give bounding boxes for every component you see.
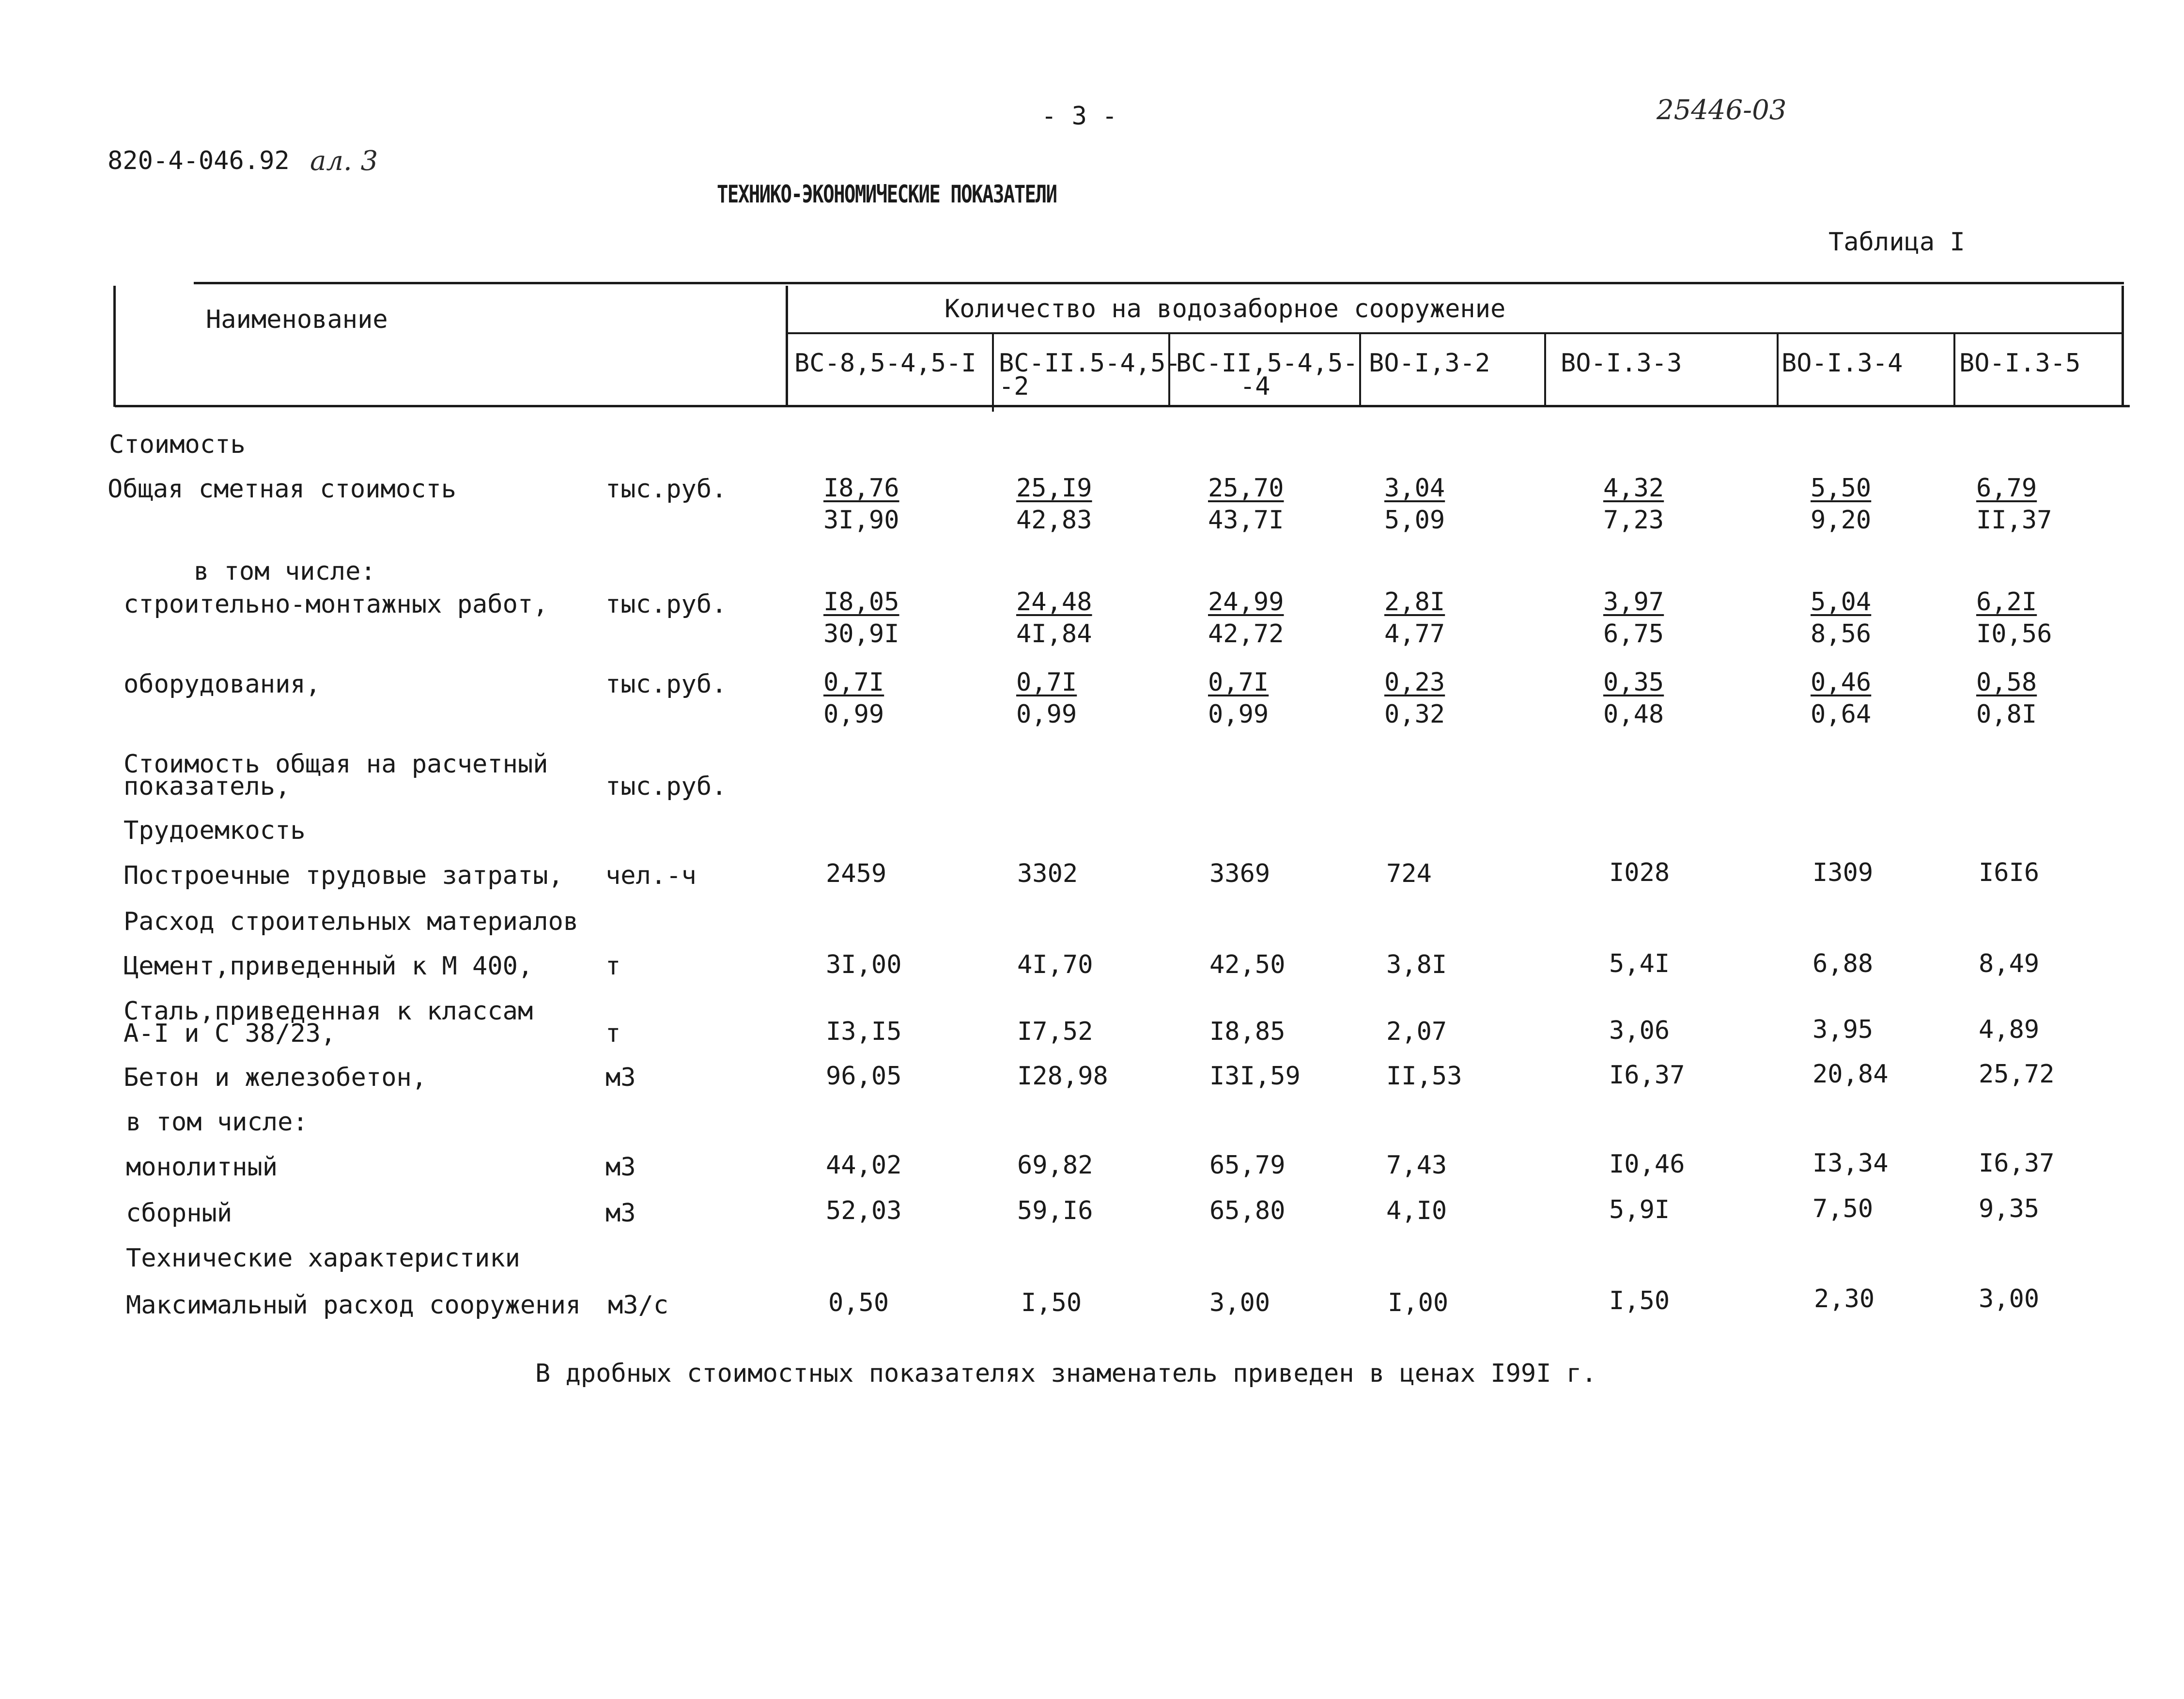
column-header: ВС-II,5-4,5- <box>1176 349 1358 378</box>
value-cell: 3,95 <box>1812 1015 1874 1044</box>
row-label: строительно-монтажных работ, <box>124 590 548 619</box>
row-unit: тыс.руб. <box>605 670 727 699</box>
value-cell: 8,49 <box>1979 949 2040 978</box>
value-cell: 3302 <box>1017 859 1078 888</box>
fraction-cell: $\frac{0,46}{0,64}$ <box>1811 668 1872 729</box>
document-reference: 820-4-046.92 <box>108 146 290 175</box>
fraction-cell: $\frac{2,8I}{4,77}$ <box>1384 587 1445 649</box>
value-cell: 724 <box>1386 859 1432 888</box>
fraction-cell: $\frac{3,04}{5,09}$ <box>1384 474 1445 535</box>
fraction-cell: $\frac{24,99}{42,72}$ <box>1208 587 1284 649</box>
value-cell: 4,89 <box>1979 1015 2040 1044</box>
value-cell: 2459 <box>826 859 887 888</box>
value-cell: 3,00 <box>1979 1284 2040 1313</box>
row-label: Стоимость общая на расчетный <box>124 750 548 779</box>
row-unit: тыс.руб. <box>605 475 727 504</box>
fraction-cell: $\frac{0,58}{0,8I}$ <box>1976 668 2037 729</box>
row-label-continuation: А-I и С 38/23, <box>124 1019 336 1048</box>
album-number-handwritten: ал. 3 <box>310 145 378 177</box>
value-cell: 7,43 <box>1386 1151 1447 1180</box>
value-cell: 2,30 <box>1814 1284 1875 1313</box>
page-number: - 3 - <box>1041 102 1117 131</box>
value-cell: 3I,00 <box>826 950 902 979</box>
column-divider <box>1359 334 1361 407</box>
value-cell: 3,06 <box>1609 1016 1670 1045</box>
column-header-continuation: -4 <box>1240 372 1270 401</box>
row-label: оборудования, <box>124 670 321 699</box>
column-divider <box>1777 334 1779 407</box>
row-unit: т <box>605 952 621 981</box>
column-header: ВО-I,3-2 <box>1369 349 1490 378</box>
value-cell: I309 <box>1812 858 1874 887</box>
value-cell: 52,03 <box>826 1196 902 1225</box>
header-mid-rule <box>787 332 2124 334</box>
section-heading-cost: Стоимость <box>109 430 246 459</box>
value-cell: I3,I5 <box>826 1017 902 1046</box>
column-header-continuation: -2 <box>999 372 1029 401</box>
fraction-cell: $\frac{0,35}{0,48}$ <box>1603 668 1664 729</box>
value-cell: I6I6 <box>1979 858 2040 887</box>
value-cell: I3I,59 <box>1209 1062 1301 1091</box>
column-header: ВС-8,5-4,5-I <box>794 349 976 378</box>
row-unit: м3/с <box>608 1291 669 1320</box>
row-unit: тыс.руб. <box>605 772 727 801</box>
value-cell: 4I,70 <box>1017 950 1093 979</box>
value-cell: I7,52 <box>1017 1017 1093 1046</box>
value-cell: 6,88 <box>1812 949 1874 978</box>
fraction-cell: $\frac{5,50}{9,20}$ <box>1811 474 1872 535</box>
row-unit: м3 <box>605 1153 636 1182</box>
document-code-handwritten: 25446-03 <box>1657 94 1787 126</box>
row-label: сборный <box>126 1199 232 1228</box>
row-unit: тыс.руб. <box>605 590 727 619</box>
value-cell: 3,8I <box>1386 950 1447 979</box>
value-cell: 25,72 <box>1979 1060 2055 1089</box>
column-divider <box>1953 334 1955 407</box>
fraction-cell: $\frac{6,79}{II,37}$ <box>1976 474 2052 535</box>
section-heading-labor: Трудоемкость <box>124 816 306 845</box>
page-title: ТЕХНИКО-ЭКОНОМИЧЕСКИЕ ПОКАЗАТЕЛИ <box>717 180 1057 208</box>
value-cell: 2,07 <box>1386 1017 1447 1046</box>
fraction-cell: $\frac{24,48}{4I,84}$ <box>1016 587 1092 649</box>
name-column-header: Наименование <box>206 305 388 334</box>
value-cell: 4,I0 <box>1386 1196 1447 1225</box>
subheading-including: в том числе: <box>194 557 376 586</box>
fraction-cell: $\frac{3,97}{6,75}$ <box>1603 587 1664 649</box>
value-cell: 42,50 <box>1209 950 1286 979</box>
value-cell: I6,37 <box>1609 1061 1685 1090</box>
value-cell: I028 <box>1609 858 1670 887</box>
fraction-cell: $\frac{25,I9}{42,83}$ <box>1016 474 1092 535</box>
column-header: ВО-I.3-5 <box>1959 349 2081 378</box>
fraction-cell: $\frac{0,23}{0,32}$ <box>1384 668 1445 729</box>
footnote: В дробных стоимостных показателях знаменатель приведен в ценах I99I г. <box>535 1359 1597 1388</box>
subheading-including: в том числе: <box>126 1108 308 1137</box>
row-label: Построечные трудовые затраты, <box>124 861 563 890</box>
value-cell: 9,35 <box>1979 1194 2040 1223</box>
value-cell: II,53 <box>1386 1062 1462 1091</box>
value-cell: 96,05 <box>826 1062 902 1091</box>
row-label: Сталь,приведенная к классам <box>124 997 533 1026</box>
value-cell: 59,I6 <box>1017 1196 1093 1225</box>
value-cell: 44,02 <box>826 1151 902 1180</box>
column-header: ВО-I.3-3 <box>1561 349 1682 378</box>
section-heading-technical: Технические характеристики <box>126 1244 520 1273</box>
header-left-border <box>113 286 116 407</box>
row-label: монолитный <box>126 1153 278 1182</box>
fraction-cell: $\frac{6,2I}{I0,56}$ <box>1976 587 2052 649</box>
header-bottom-rule <box>115 405 2130 407</box>
group-column-header: Количество на водозаборное сооружение <box>945 294 1506 324</box>
value-cell: 3369 <box>1209 859 1270 888</box>
fraction-cell: $\frac{0,7I}{0,99}$ <box>1208 668 1269 729</box>
fraction-cell: $\frac{I8,76}{3I,90}$ <box>823 474 899 535</box>
value-cell: 5,4I <box>1609 949 1670 978</box>
table-label: Таблица I <box>1828 228 1965 257</box>
value-cell: 7,50 <box>1812 1194 1874 1223</box>
value-cell: 65,80 <box>1209 1196 1286 1225</box>
value-cell: I28,98 <box>1017 1062 1108 1091</box>
fraction-cell: $\frac{4,32}{7,23}$ <box>1603 474 1664 535</box>
column-divider <box>992 334 994 412</box>
value-cell: 5,9I <box>1609 1195 1670 1224</box>
column-header: ВО-I.3-4 <box>1781 349 1903 378</box>
value-cell: I6,37 <box>1979 1149 2055 1178</box>
value-cell: I,50 <box>1609 1286 1670 1315</box>
value-cell: I,00 <box>1388 1288 1449 1317</box>
value-cell: I,50 <box>1021 1288 1082 1317</box>
column-header: ВС-II.5-4,5- <box>999 349 1181 378</box>
row-label: Бетон и железобетон, <box>124 1063 427 1092</box>
header-right-border <box>2122 286 2124 407</box>
fraction-cell: $\frac{0,7I}{0,99}$ <box>1016 668 1077 729</box>
value-cell: 20,84 <box>1812 1060 1889 1089</box>
column-divider <box>1544 334 1546 407</box>
column-divider <box>786 286 788 407</box>
value-cell: 65,79 <box>1209 1151 1286 1180</box>
fraction-cell: $\frac{I8,05}{30,9I}$ <box>823 587 899 649</box>
fraction-cell: $\frac{0,7I}{0,99}$ <box>823 668 884 729</box>
value-cell: 3,00 <box>1209 1288 1270 1317</box>
value-cell: 0,50 <box>828 1288 889 1317</box>
row-label: Цемент,приведенный к М 400, <box>124 952 533 981</box>
value-cell: I3,34 <box>1812 1149 1889 1178</box>
row-unit: м3 <box>605 1063 636 1092</box>
value-cell: I0,46 <box>1609 1150 1685 1179</box>
row-label-continuation: показатель, <box>124 772 291 801</box>
value-cell: I8,85 <box>1209 1017 1286 1046</box>
value-cell: 69,82 <box>1017 1151 1093 1180</box>
fraction-cell: $\frac{5,04}{8,56}$ <box>1811 587 1872 649</box>
fraction-cell: $\frac{25,70}{43,7I}$ <box>1208 474 1284 535</box>
header-top-rule <box>194 282 2124 284</box>
row-label: Максимальный расход сооружения <box>126 1291 581 1320</box>
row-unit: м3 <box>605 1199 636 1228</box>
section-heading-materials: Расход строительных материалов <box>124 907 579 936</box>
row-label: Общая сметная стоимость <box>108 475 457 504</box>
row-unit: т <box>605 1019 621 1048</box>
row-unit: чел.-ч <box>605 861 697 890</box>
